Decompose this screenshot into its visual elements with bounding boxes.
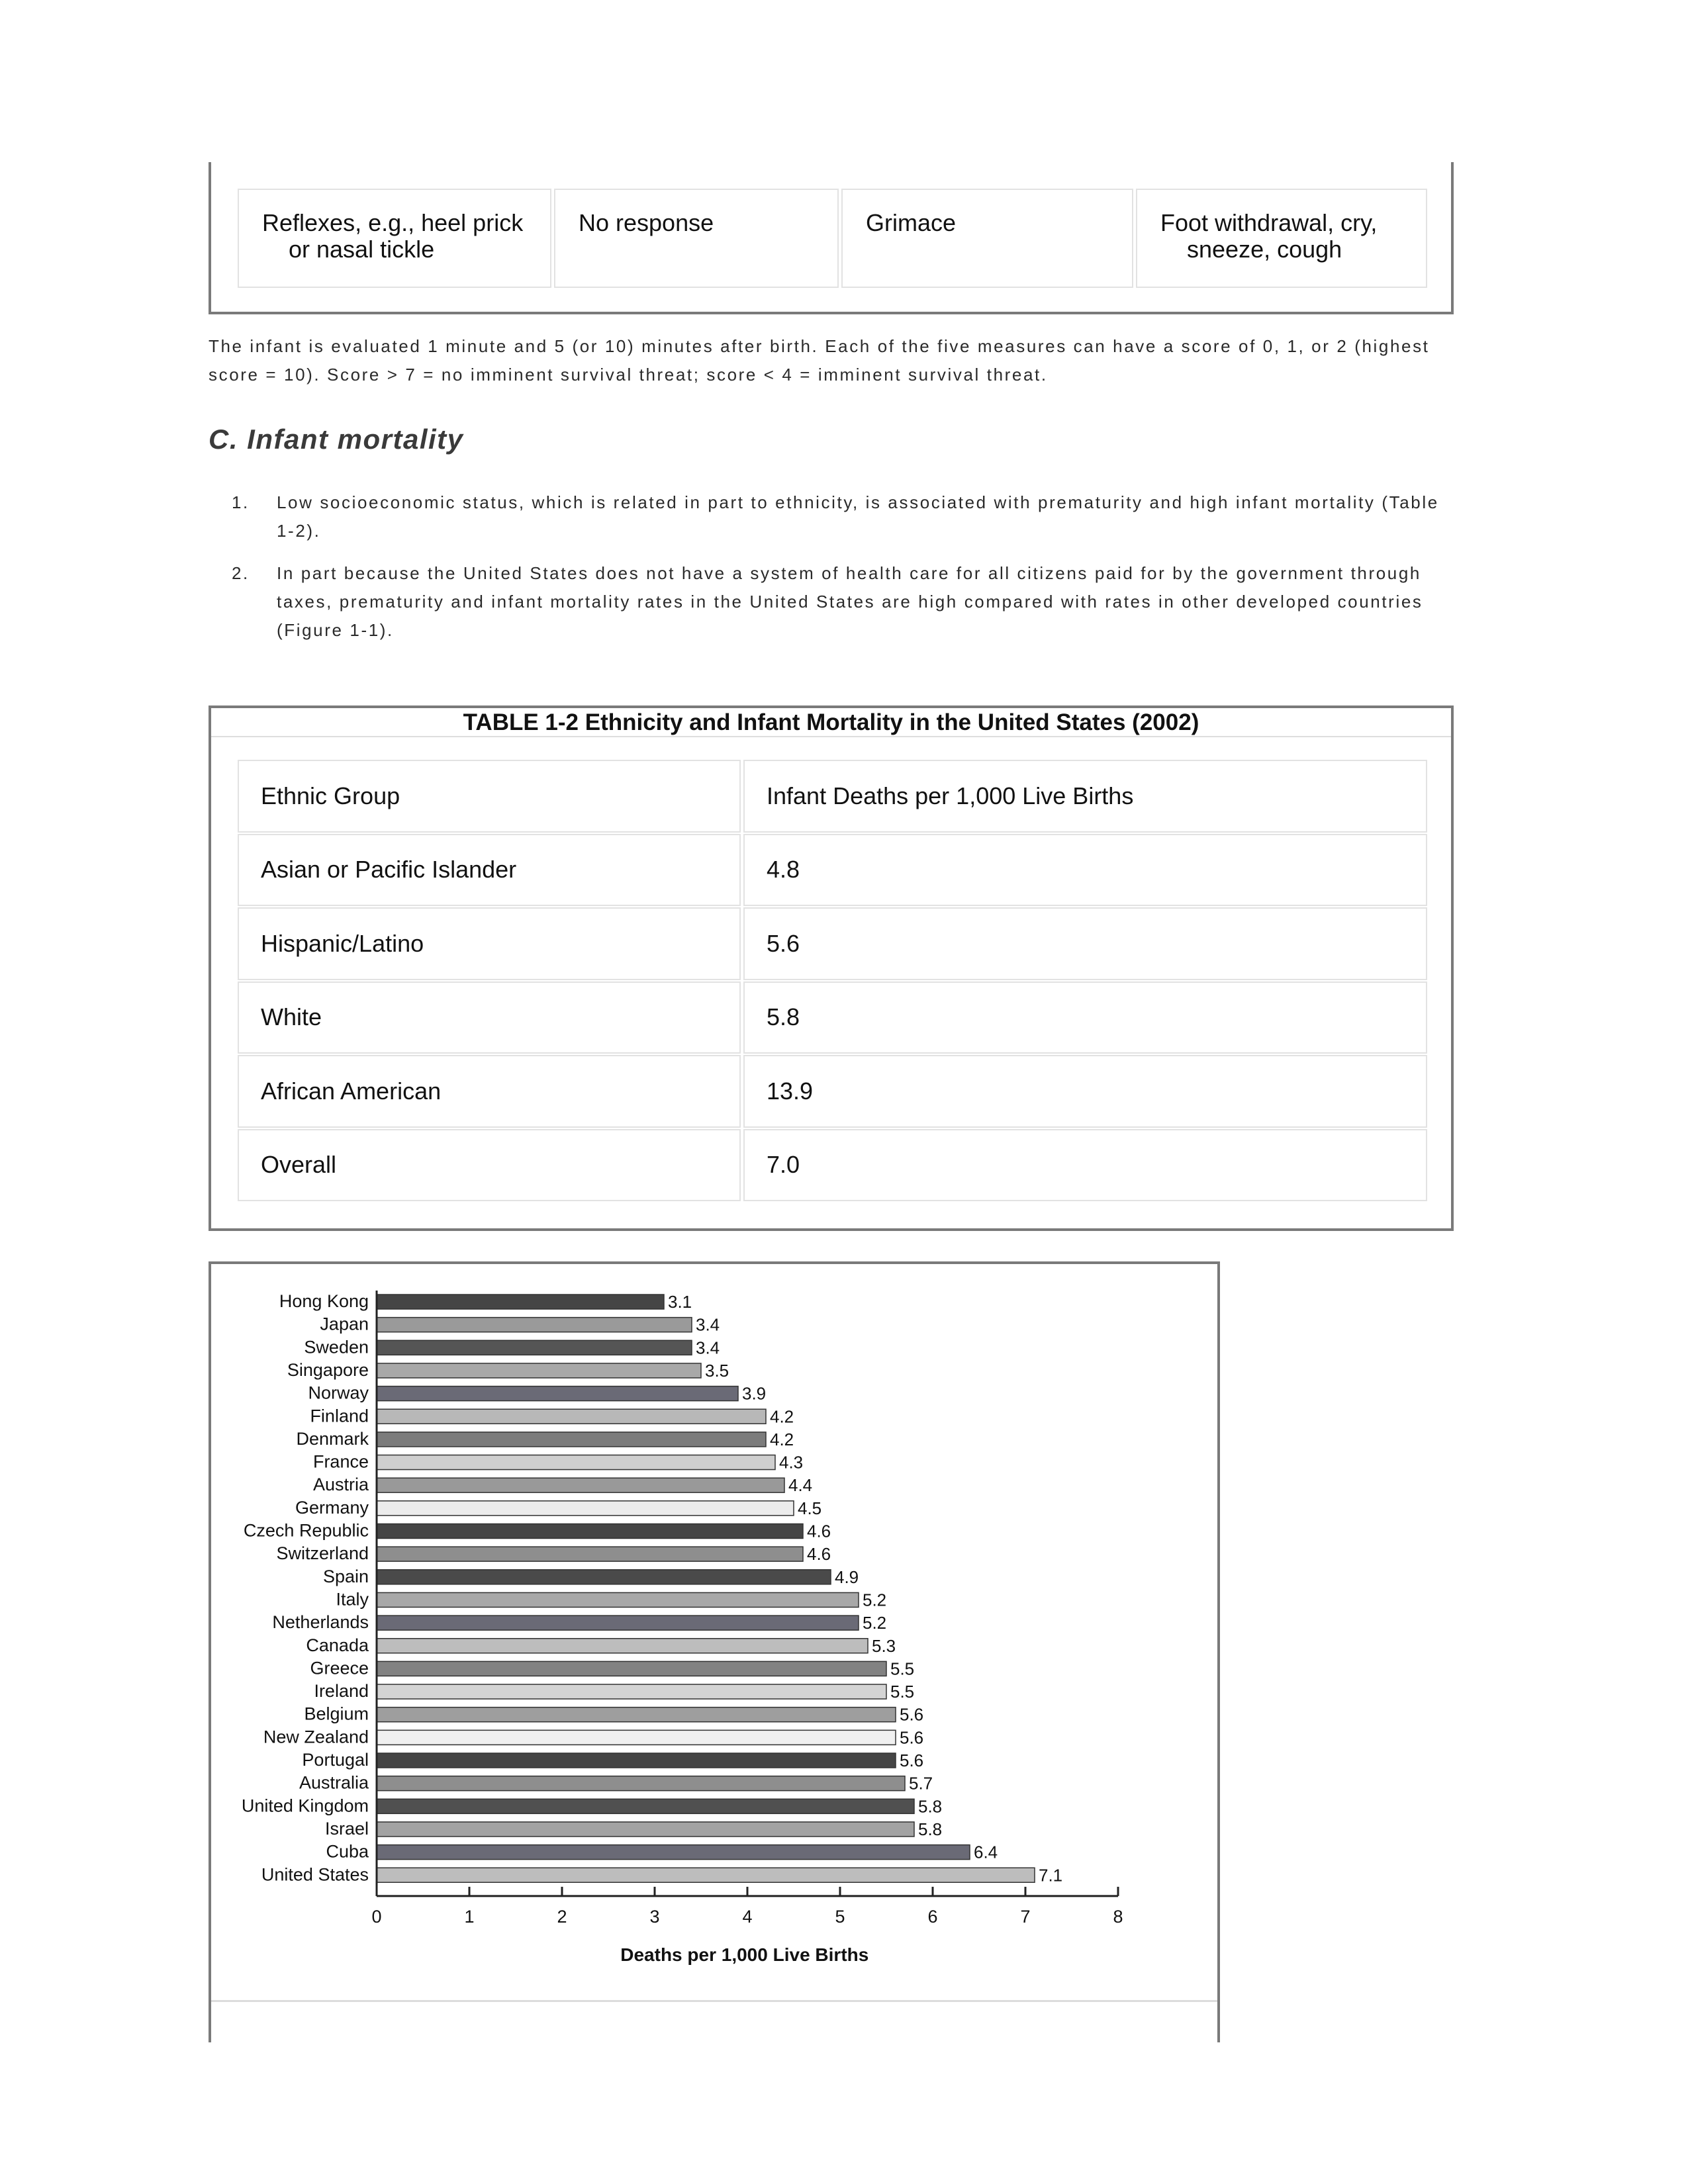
x-tick-label-7: 7	[1020, 1906, 1031, 1927]
x-tick-label-4: 4	[742, 1906, 753, 1927]
value-label-greece: 5.5	[890, 1659, 915, 1679]
ethnic-group-cell: Asian or Pacific Islander	[238, 834, 741, 907]
figure-1-1	[209, 1261, 1220, 2042]
list-text	[269, 488, 1439, 545]
value-label-new-zealand: 5.6	[900, 1727, 924, 1748]
ethnic-group-cell: White	[238, 981, 741, 1054]
value-label-canada: 5.3	[872, 1635, 896, 1656]
value-label-czech-republic: 4.6	[807, 1521, 831, 1541]
table-row	[238, 834, 1427, 908]
bar-greece	[377, 1661, 886, 1676]
value-label-australia: 5.7	[909, 1773, 933, 1794]
infant-mortality-bar-chart	[211, 1264, 1217, 2042]
death-rate-cell: 5.6	[743, 907, 1427, 980]
category-label-united-kingdom: United Kingdom	[241, 1796, 369, 1816]
bar-united-kingdom	[377, 1799, 914, 1813]
bar-hong-kong	[377, 1295, 664, 1309]
list-number: 1.	[232, 492, 250, 512]
bar-ireland	[377, 1684, 886, 1699]
list-line: taxes, prematurity and infant mortality rates in the United States are high compared with rates in other developed countries	[277, 592, 1423, 612]
bar-austria	[377, 1478, 784, 1492]
apgar-cell-score-1	[841, 189, 1133, 288]
category-label-germany: Germany	[295, 1497, 369, 1518]
column-header-infant-deaths: Infant Deaths per 1,000 Live Births	[743, 760, 1427, 833]
bar-new-zealand	[377, 1730, 896, 1745]
category-label-united-states: United States	[261, 1864, 369, 1885]
list-line: In part because the United States does not have a system of health care for all citizens paid for by the government through	[277, 563, 1421, 583]
category-label-israel: Israel	[324, 1818, 369, 1839]
value-label-ireland: 5.5	[890, 1682, 915, 1702]
x-tick-label-8: 8	[1113, 1906, 1123, 1927]
ethnic-group-cell: Hispanic/Latino	[238, 907, 741, 980]
category-label-canada: Canada	[306, 1635, 369, 1655]
category-label-czech-republic: Czech Republic	[243, 1520, 369, 1541]
x-tick-label-3: 3	[649, 1906, 660, 1927]
bar-israel	[377, 1822, 914, 1837]
category-label-japan: Japan	[320, 1314, 369, 1334]
category-label-italy: Italy	[336, 1589, 369, 1610]
value-label-belgium: 5.6	[900, 1704, 924, 1725]
death-rate-cell: 5.8	[743, 981, 1427, 1054]
bar-france	[377, 1455, 775, 1470]
value-label-japan: 3.4	[696, 1314, 720, 1335]
table-row	[238, 1129, 1427, 1203]
table-header-row	[238, 760, 1427, 834]
x-tick-label-0: 0	[371, 1906, 382, 1927]
bar-united-states	[377, 1868, 1035, 1882]
value-label-netherlands: 5.2	[863, 1613, 887, 1633]
ethnic-group-cell: African American	[238, 1055, 741, 1128]
cell-text: Reflexes, e.g., heel prick	[262, 209, 524, 236]
table-body	[238, 760, 1427, 1203]
x-axis-title: Deaths per 1,000 Live Births	[620, 1944, 869, 1965]
ethnicity-table	[209, 705, 1454, 1231]
category-label-australia: Australia	[299, 1772, 369, 1793]
bar-belgium	[377, 1707, 896, 1722]
table-row	[238, 1055, 1427, 1129]
bar-cuba	[377, 1845, 970, 1860]
x-tick-label-5: 5	[835, 1906, 845, 1927]
category-label-norway: Norway	[308, 1383, 369, 1403]
cell-text: or nasal tickle	[289, 236, 435, 263]
bar-spain	[377, 1570, 831, 1584]
apgar-table-continued	[209, 162, 1454, 314]
table-row	[238, 907, 1427, 981]
section-heading: C. Infant mortality	[209, 424, 464, 455]
value-label-united-kingdom: 5.8	[918, 1796, 943, 1817]
x-tick-label-6: 6	[927, 1906, 938, 1927]
value-label-switzerland: 4.6	[807, 1544, 831, 1565]
category-label-denmark: Denmark	[296, 1428, 369, 1449]
value-label-italy: 5.2	[863, 1590, 887, 1610]
apgar-cell-score-0	[554, 189, 839, 288]
category-label-hong-kong: Hong Kong	[279, 1291, 369, 1311]
footnote-line: score = 10). Score > 7 = no imminent survival threat; score < 4 = imminent survival threat.	[209, 365, 1048, 385]
bar-switzerland	[377, 1547, 803, 1561]
bar-singapore	[377, 1363, 701, 1378]
bar-netherlands	[377, 1615, 859, 1630]
value-label-france: 4.3	[779, 1452, 804, 1473]
bar-sweden	[377, 1340, 692, 1355]
cell-text: sneeze, cough	[1187, 236, 1342, 263]
table-caption: TABLE 1-2 Ethnicity and Infant Mortality in the United States (2002)	[211, 708, 1451, 737]
list-line: Low socioeconomic status, which is related in part to ethnicity, is associated with prematurity and high infant mortality (Table	[277, 492, 1439, 512]
x-tick-label-1: 1	[464, 1906, 475, 1927]
category-label-cuba: Cuba	[326, 1841, 369, 1862]
column-header-ethnic-group: Ethnic Group	[238, 760, 741, 833]
category-label-singapore: Singapore	[287, 1359, 369, 1380]
list-item	[232, 488, 1456, 545]
category-label-switzerland: Switzerland	[276, 1543, 369, 1564]
death-rate-cell: 13.9	[743, 1055, 1427, 1128]
value-label-austria: 4.4	[788, 1475, 813, 1496]
bar-czech-republic	[377, 1524, 803, 1539]
bar-germany	[377, 1501, 794, 1516]
category-label-spain: Spain	[322, 1566, 369, 1586]
list-line: 1-2).	[277, 521, 321, 541]
value-label-singapore: 3.5	[705, 1360, 729, 1381]
bar-italy	[377, 1592, 859, 1607]
apgar-cell-score-2	[1136, 189, 1427, 288]
category-label-new-zealand: New Zealand	[263, 1727, 369, 1747]
x-tick-label-2: 2	[557, 1906, 567, 1927]
value-label-israel: 5.8	[918, 1819, 943, 1839]
value-label-hong-kong: 3.1	[668, 1292, 692, 1312]
value-label-norway: 3.9	[742, 1383, 767, 1404]
cell-text: No response	[579, 209, 714, 236]
table-row	[238, 981, 1427, 1056]
apgar-cell-sign	[238, 189, 551, 288]
value-label-finland: 4.2	[770, 1406, 794, 1427]
bar-portugal	[377, 1753, 896, 1768]
value-label-cuba: 6.4	[974, 1842, 998, 1862]
list-number: 2.	[232, 563, 250, 583]
list-line: (Figure 1-1).	[277, 620, 394, 640]
category-label-greece: Greece	[310, 1658, 369, 1678]
apgar-row-reflexes	[238, 189, 1427, 288]
value-label-spain: 4.9	[835, 1567, 859, 1587]
bar-finland	[377, 1409, 766, 1424]
bar-canada	[377, 1639, 868, 1653]
list-text	[269, 559, 1423, 645]
list-item	[232, 559, 1456, 645]
value-label-united-states: 7.1	[1039, 1865, 1063, 1886]
bar-australia	[377, 1776, 905, 1791]
category-label-netherlands: Netherlands	[272, 1612, 369, 1633]
category-label-belgium: Belgium	[304, 1704, 369, 1724]
category-label-finland: Finland	[310, 1406, 369, 1426]
bar-norway	[377, 1387, 738, 1401]
bar-denmark	[377, 1432, 766, 1447]
category-label-sweden: Sweden	[304, 1337, 369, 1357]
bars-layer	[242, 1291, 1062, 1885]
category-label-france: France	[312, 1451, 369, 1472]
figure-divider	[211, 2000, 1217, 2002]
ethnic-group-cell: Overall	[238, 1129, 741, 1202]
value-label-portugal: 5.6	[900, 1751, 924, 1770]
footnote-line: The infant is evaluated 1 minute and 5 (or 10) minutes after birth. Each of the five measures can have a score of 0, 1, or 2 (highest	[209, 336, 1430, 356]
cell-text: Grimace	[866, 209, 957, 236]
value-label-sweden: 3.4	[696, 1338, 720, 1358]
value-label-denmark: 4.2	[770, 1429, 794, 1449]
death-rate-cell: 7.0	[743, 1129, 1427, 1202]
value-label-germany: 4.5	[798, 1498, 822, 1518]
category-label-ireland: Ireland	[314, 1681, 369, 1702]
category-label-austria: Austria	[312, 1475, 369, 1495]
death-rate-cell: 4.8	[743, 834, 1427, 907]
apgar-footnote	[209, 332, 1466, 389]
cell-text: Foot withdrawal, cry,	[1160, 209, 1378, 236]
category-label-portugal: Portugal	[302, 1750, 369, 1770]
bar-japan	[377, 1318, 692, 1332]
